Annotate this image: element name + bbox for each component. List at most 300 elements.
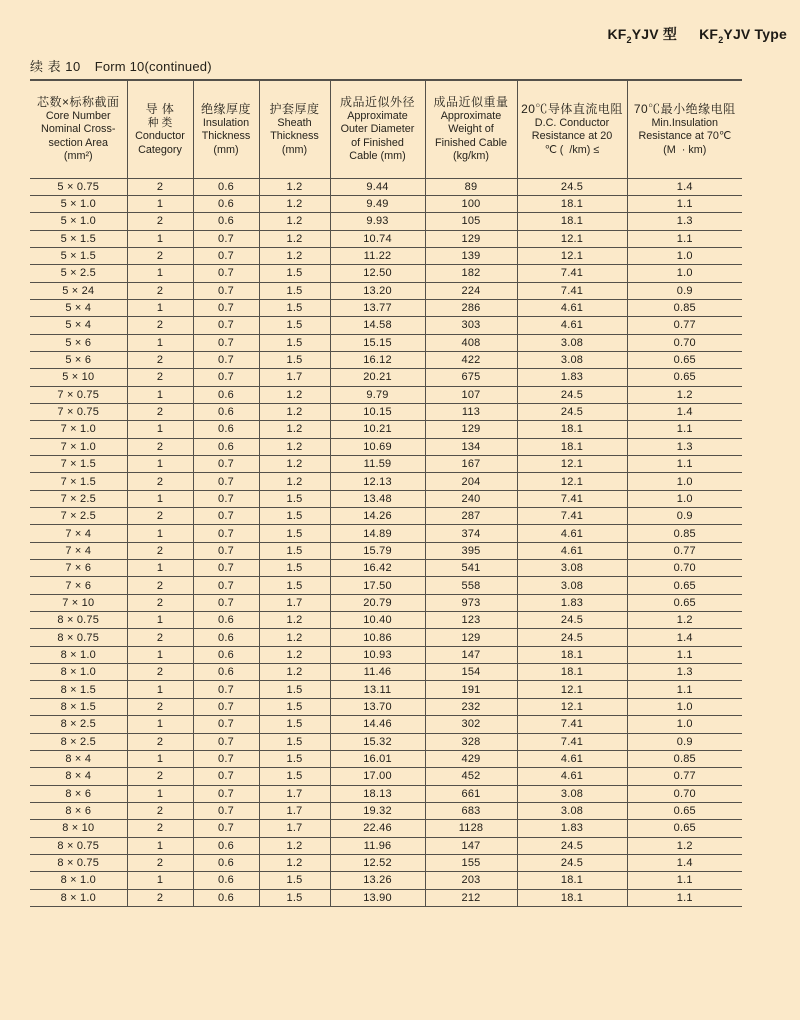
cell-dc_resistance: 3.08 xyxy=(517,334,627,351)
header-line: Thickness xyxy=(201,130,251,142)
table-row xyxy=(30,195,742,212)
cable-spec-table xyxy=(30,79,742,907)
cell-dc_resistance: 24.5 xyxy=(517,612,627,629)
cell-min_insulation_resistance: 0.65 xyxy=(627,577,742,594)
cell-conductor_category: 1 xyxy=(127,837,193,854)
cell-spec: 8 × 10 xyxy=(30,820,127,837)
cell-weight: 675 xyxy=(425,369,517,386)
cell-spec: 7 × 6 xyxy=(30,577,127,594)
header-line: Nominal Cross- xyxy=(41,123,116,136)
cell-insulation_thickness: 0.7 xyxy=(193,820,259,837)
header-line: 导 体 xyxy=(145,101,175,116)
cell-weight: 129 xyxy=(425,629,517,646)
cell-min_insulation_resistance: 0.65 xyxy=(627,802,742,819)
cell-sheath_thickness: 1.2 xyxy=(259,456,330,473)
table-row xyxy=(30,421,742,438)
cell-sheath_thickness: 1.5 xyxy=(259,351,330,368)
cell-weight: 147 xyxy=(425,646,517,663)
table-row xyxy=(30,351,742,368)
header-cell-sheath_thickness xyxy=(259,80,330,178)
model-name-en: $KF_2YJV$ Type xyxy=(699,26,787,45)
cell-min_insulation_resistance: 1.0 xyxy=(627,265,742,282)
cell-sheath_thickness: 1.5 xyxy=(259,681,330,698)
cell-min_insulation_resistance: 1.3 xyxy=(627,438,742,455)
header-cell-outer_diameter xyxy=(330,80,425,178)
cell-outer_diameter: 12.52 xyxy=(330,854,425,871)
cell-spec: 8 × 1.0 xyxy=(30,889,127,906)
cell-sheath_thickness: 1.2 xyxy=(259,230,330,247)
cell-insulation_thickness: 0.7 xyxy=(193,802,259,819)
header-line: 70℃最小绝缘电阻 xyxy=(633,101,736,116)
cell-sheath_thickness: 1.2 xyxy=(259,247,330,264)
cell-spec: 8 × 1.5 xyxy=(30,681,127,698)
cell-insulation_thickness: 0.7 xyxy=(193,785,259,802)
cell-dc_resistance: 18.1 xyxy=(517,664,627,681)
cell-spec: 7 × 1.0 xyxy=(30,421,127,438)
cell-dc_resistance: 24.5 xyxy=(517,386,627,403)
cell-min_insulation_resistance: 1.1 xyxy=(627,195,742,212)
cell-insulation_thickness: 0.7 xyxy=(193,525,259,542)
cell-weight: 113 xyxy=(425,403,517,420)
cell-outer_diameter: 13.48 xyxy=(330,490,425,507)
cell-spec: 5 × 6 xyxy=(30,351,127,368)
header-line: 种 类 xyxy=(147,116,173,129)
cell-min_insulation_resistance: 1.1 xyxy=(627,889,742,906)
cell-conductor_category: 2 xyxy=(127,247,193,264)
cell-insulation_thickness: 0.7 xyxy=(193,456,259,473)
cell-dc_resistance: 3.08 xyxy=(517,351,627,368)
cell-insulation_thickness: 0.6 xyxy=(193,195,259,212)
cell-weight: 973 xyxy=(425,594,517,611)
cell-weight: 408 xyxy=(425,334,517,351)
cell-min_insulation_resistance: 1.2 xyxy=(627,612,742,629)
table-body xyxy=(30,178,742,906)
cell-insulation_thickness: 0.7 xyxy=(193,369,259,386)
cell-outer_diameter: 10.40 xyxy=(330,612,425,629)
cell-conductor_category: 2 xyxy=(127,664,193,681)
cell-insulation_thickness: 0.6 xyxy=(193,872,259,889)
cell-min_insulation_resistance: 0.9 xyxy=(627,733,742,750)
cell-dc_resistance: 18.1 xyxy=(517,213,627,230)
cell-weight: 422 xyxy=(425,351,517,368)
cell-sheath_thickness: 1.2 xyxy=(259,629,330,646)
table-row xyxy=(30,265,742,282)
cell-spec: 8 × 1.0 xyxy=(30,872,127,889)
cell-min_insulation_resistance: 0.77 xyxy=(627,768,742,785)
cell-sheath_thickness: 1.5 xyxy=(259,698,330,715)
cell-insulation_thickness: 0.6 xyxy=(193,178,259,195)
table-row xyxy=(30,577,742,594)
cell-min_insulation_resistance: 1.2 xyxy=(627,837,742,854)
header-line: (mm²) xyxy=(63,150,93,163)
cell-spec: 8 × 2.5 xyxy=(30,733,127,750)
cell-insulation_thickness: 0.6 xyxy=(193,889,259,906)
cell-dc_resistance: 12.1 xyxy=(517,247,627,264)
header-cell-dc_resistance xyxy=(517,80,627,178)
cell-weight: 302 xyxy=(425,716,517,733)
cell-spec: 8 × 0.75 xyxy=(30,612,127,629)
cell-sheath_thickness: 1.5 xyxy=(259,872,330,889)
cell-spec: 5 × 1.5 xyxy=(30,247,127,264)
cell-weight: 139 xyxy=(425,247,517,264)
table-row xyxy=(30,213,742,230)
cell-conductor_category: 2 xyxy=(127,438,193,455)
header-line: (mm) xyxy=(281,143,308,156)
cell-conductor_category: 2 xyxy=(127,768,193,785)
cell-dc_resistance: 24.5 xyxy=(517,629,627,646)
cell-sheath_thickness: 1.7 xyxy=(259,369,330,386)
cell-sheath_thickness: 1.2 xyxy=(259,664,330,681)
cell-dc_resistance: 7.41 xyxy=(517,265,627,282)
cell-weight: 182 xyxy=(425,265,517,282)
table-row xyxy=(30,490,742,507)
cell-spec: 7 × 2.5 xyxy=(30,508,127,525)
header-line: Finished Cable xyxy=(434,136,508,149)
cell-conductor_category: 2 xyxy=(127,733,193,750)
cell-spec: 7 × 2.5 xyxy=(30,490,127,507)
table-row xyxy=(30,438,742,455)
cell-min_insulation_resistance: 1.3 xyxy=(627,213,742,230)
cell-conductor_category: 1 xyxy=(127,560,193,577)
table-row xyxy=(30,629,742,646)
cell-insulation_thickness: 0.7 xyxy=(193,681,259,698)
header-line: section Area xyxy=(48,136,108,149)
cell-weight: 395 xyxy=(425,542,517,559)
cell-min_insulation_resistance: 0.65 xyxy=(627,594,742,611)
header-line: (mm) xyxy=(213,143,239,156)
cell-sheath_thickness: 1.2 xyxy=(259,646,330,663)
cell-sheath_thickness: 1.2 xyxy=(259,473,330,490)
header-row xyxy=(30,80,742,178)
cell-spec: 8 × 6 xyxy=(30,802,127,819)
cell-outer_diameter: 14.89 xyxy=(330,525,425,542)
table-row xyxy=(30,334,742,351)
cell-spec: 5 × 1.5 xyxy=(30,230,127,247)
cell-min_insulation_resistance: 0.77 xyxy=(627,317,742,334)
cell-conductor_category: 1 xyxy=(127,421,193,438)
cell-sheath_thickness: 1.5 xyxy=(259,750,330,767)
cell-min_insulation_resistance: 0.9 xyxy=(627,282,742,299)
table-row xyxy=(30,473,742,490)
cell-sheath_thickness: 1.2 xyxy=(259,403,330,420)
cell-conductor_category: 1 xyxy=(127,299,193,316)
cell-insulation_thickness: 0.6 xyxy=(193,854,259,871)
cell-min_insulation_resistance: 1.0 xyxy=(627,473,742,490)
cell-outer_diameter: 10.69 xyxy=(330,438,425,455)
cell-spec: 5 × 0.75 xyxy=(30,178,127,195)
cell-spec: 5 × 6 xyxy=(30,334,127,351)
table-caption-zh: 续 表 10 xyxy=(30,59,81,74)
cell-outer_diameter: 10.74 xyxy=(330,230,425,247)
cell-insulation_thickness: 0.7 xyxy=(193,473,259,490)
table-row xyxy=(30,369,742,386)
cell-min_insulation_resistance: 0.70 xyxy=(627,785,742,802)
cell-outer_diameter: 13.20 xyxy=(330,282,425,299)
cell-weight: 212 xyxy=(425,889,517,906)
cell-insulation_thickness: 0.7 xyxy=(193,750,259,767)
cell-sheath_thickness: 1.2 xyxy=(259,386,330,403)
cell-dc_resistance: 4.61 xyxy=(517,768,627,785)
cell-min_insulation_resistance: 1.1 xyxy=(627,872,742,889)
cell-outer_diameter: 13.70 xyxy=(330,698,425,715)
cell-outer_diameter: 12.13 xyxy=(330,473,425,490)
cell-weight: 429 xyxy=(425,750,517,767)
cell-weight: 107 xyxy=(425,386,517,403)
cell-dc_resistance: 18.1 xyxy=(517,438,627,455)
cell-outer_diameter: 15.79 xyxy=(330,542,425,559)
cell-conductor_category: 1 xyxy=(127,785,193,802)
cell-insulation_thickness: 0.7 xyxy=(193,594,259,611)
table-row xyxy=(30,872,742,889)
cell-weight: 167 xyxy=(425,456,517,473)
header-line: ℃ ( /km) ≤ xyxy=(544,143,600,156)
cell-conductor_category: 2 xyxy=(127,473,193,490)
cell-outer_diameter: 10.93 xyxy=(330,646,425,663)
header-cell-spec xyxy=(30,80,127,178)
cell-conductor_category: 2 xyxy=(127,577,193,594)
cell-insulation_thickness: 0.7 xyxy=(193,265,259,282)
cell-spec: 7 × 1.5 xyxy=(30,456,127,473)
cell-insulation_thickness: 0.7 xyxy=(193,247,259,264)
header-line: 芯数×标称截面 xyxy=(36,94,120,109)
header-line: 20℃导体直流电阻 xyxy=(521,101,623,116)
cell-outer_diameter: 12.50 xyxy=(330,265,425,282)
table-row xyxy=(30,525,742,542)
cell-weight: 232 xyxy=(425,698,517,715)
cell-weight: 374 xyxy=(425,525,517,542)
cell-sheath_thickness: 1.5 xyxy=(259,560,330,577)
header-line: Thickness xyxy=(270,130,319,142)
cell-dc_resistance: 12.1 xyxy=(517,698,627,715)
cell-spec: 5 × 2.5 xyxy=(30,265,127,282)
cell-sheath_thickness: 1.5 xyxy=(259,282,330,299)
cell-dc_resistance: 7.41 xyxy=(517,282,627,299)
cell-weight: 203 xyxy=(425,872,517,889)
cell-insulation_thickness: 0.7 xyxy=(193,317,259,334)
table-row xyxy=(30,889,742,906)
cell-insulation_thickness: 0.7 xyxy=(193,733,259,750)
cell-sheath_thickness: 1.5 xyxy=(259,733,330,750)
cell-outer_diameter: 16.42 xyxy=(330,560,425,577)
cell-sheath_thickness: 1.5 xyxy=(259,525,330,542)
cell-spec: 5 × 4 xyxy=(30,317,127,334)
cell-outer_diameter: 9.44 xyxy=(330,178,425,195)
header-line: Core Number xyxy=(45,109,111,122)
header-line: Approximate xyxy=(347,109,408,122)
cell-insulation_thickness: 0.6 xyxy=(193,664,259,681)
cell-conductor_category: 1 xyxy=(127,334,193,351)
table-row xyxy=(30,785,742,802)
cell-conductor_category: 1 xyxy=(127,646,193,663)
header-cell-conductor_category xyxy=(127,80,193,178)
table-row xyxy=(30,282,742,299)
cell-min_insulation_resistance: 1.4 xyxy=(627,854,742,871)
cell-conductor_category: 1 xyxy=(127,386,193,403)
cell-sheath_thickness: 1.2 xyxy=(259,854,330,871)
cell-conductor_category: 1 xyxy=(127,490,193,507)
cell-min_insulation_resistance: 1.1 xyxy=(627,681,742,698)
cell-min_insulation_resistance: 1.0 xyxy=(627,247,742,264)
cell-spec: 5 × 1.0 xyxy=(30,213,127,230)
cell-conductor_category: 2 xyxy=(127,213,193,230)
cell-conductor_category: 1 xyxy=(127,525,193,542)
cell-outer_diameter: 16.12 xyxy=(330,351,425,368)
cell-insulation_thickness: 0.7 xyxy=(193,299,259,316)
cell-conductor_category: 1 xyxy=(127,265,193,282)
cell-weight: 541 xyxy=(425,560,517,577)
cell-dc_resistance: 24.5 xyxy=(517,178,627,195)
table-row xyxy=(30,386,742,403)
cell-conductor_category: 2 xyxy=(127,802,193,819)
cell-weight: 286 xyxy=(425,299,517,316)
cell-conductor_category: 1 xyxy=(127,456,193,473)
header-line: D.C. Conductor xyxy=(534,116,610,129)
cell-dc_resistance: 3.08 xyxy=(517,785,627,802)
cell-weight: 100 xyxy=(425,195,517,212)
cell-spec: 8 × 1.0 xyxy=(30,646,127,663)
table-row xyxy=(30,178,742,195)
cell-weight: 134 xyxy=(425,438,517,455)
cell-insulation_thickness: 0.6 xyxy=(193,438,259,455)
cell-weight: 287 xyxy=(425,508,517,525)
cell-weight: 328 xyxy=(425,733,517,750)
cell-outer_diameter: 9.79 xyxy=(330,386,425,403)
table-row xyxy=(30,594,742,611)
cell-conductor_category: 2 xyxy=(127,629,193,646)
table-row xyxy=(30,854,742,871)
table-row xyxy=(30,716,742,733)
cell-conductor_category: 2 xyxy=(127,351,193,368)
cell-dc_resistance: 7.41 xyxy=(517,490,627,507)
cell-min_insulation_resistance: 0.85 xyxy=(627,299,742,316)
cell-weight: 154 xyxy=(425,664,517,681)
cell-outer_diameter: 11.59 xyxy=(330,456,425,473)
cell-weight: 155 xyxy=(425,854,517,871)
cell-sheath_thickness: 1.5 xyxy=(259,542,330,559)
cell-spec: 8 × 4 xyxy=(30,768,127,785)
cell-outer_diameter: 13.77 xyxy=(330,299,425,316)
cell-conductor_category: 2 xyxy=(127,317,193,334)
cell-min_insulation_resistance: 1.1 xyxy=(627,456,742,473)
cell-dc_resistance: 1.83 xyxy=(517,594,627,611)
header-line: Sheath xyxy=(277,116,312,129)
cell-conductor_category: 1 xyxy=(127,872,193,889)
header-line: Approximate xyxy=(440,109,502,122)
cell-min_insulation_resistance: 0.9 xyxy=(627,508,742,525)
cell-insulation_thickness: 0.7 xyxy=(193,490,259,507)
header-cell-insulation_thickness xyxy=(193,80,259,178)
cell-outer_diameter: 22.46 xyxy=(330,820,425,837)
cell-conductor_category: 1 xyxy=(127,750,193,767)
cell-dc_resistance: 3.08 xyxy=(517,577,627,594)
cell-spec: 7 × 1.5 xyxy=(30,473,127,490)
cell-weight: 224 xyxy=(425,282,517,299)
cell-spec: 8 × 4 xyxy=(30,750,127,767)
header-line: (kg/km) xyxy=(453,150,489,163)
cell-insulation_thickness: 0.7 xyxy=(193,542,259,559)
cell-spec: 7 × 0.75 xyxy=(30,403,127,420)
header-line: Outer Diameter xyxy=(340,123,415,136)
cell-min_insulation_resistance: 0.77 xyxy=(627,542,742,559)
cell-weight: 129 xyxy=(425,230,517,247)
cell-min_insulation_resistance: 1.0 xyxy=(627,698,742,715)
cell-sheath_thickness: 1.7 xyxy=(259,785,330,802)
cell-insulation_thickness: 0.7 xyxy=(193,577,259,594)
header-line: 成品近似重量 xyxy=(433,94,509,109)
cell-outer_diameter: 20.21 xyxy=(330,369,425,386)
cell-outer_diameter: 11.22 xyxy=(330,247,425,264)
cell-insulation_thickness: 0.6 xyxy=(193,386,259,403)
header-line: 护套厚度 xyxy=(269,101,320,116)
cell-insulation_thickness: 0.6 xyxy=(193,612,259,629)
table-row xyxy=(30,542,742,559)
table-row xyxy=(30,456,742,473)
cell-dc_resistance: 24.5 xyxy=(517,854,627,871)
header-cell-min_insulation_resistance xyxy=(627,80,742,178)
cell-sheath_thickness: 1.7 xyxy=(259,594,330,611)
cell-dc_resistance: 12.1 xyxy=(517,681,627,698)
header-line: (M · km) xyxy=(663,143,707,156)
header-line: Resistance at 20 xyxy=(531,130,613,142)
cell-outer_diameter: 9.49 xyxy=(330,195,425,212)
cell-dc_resistance: 24.5 xyxy=(517,837,627,854)
cell-min_insulation_resistance: 0.65 xyxy=(627,820,742,837)
cell-insulation_thickness: 0.6 xyxy=(193,213,259,230)
header-line: Weight of xyxy=(448,123,494,136)
cell-min_insulation_resistance: 1.4 xyxy=(627,178,742,195)
header-line: Insulation xyxy=(202,116,250,129)
cell-outer_diameter: 13.90 xyxy=(330,889,425,906)
cell-sheath_thickness: 1.2 xyxy=(259,213,330,230)
cell-dc_resistance: 18.1 xyxy=(517,646,627,663)
cell-min_insulation_resistance: 1.3 xyxy=(627,664,742,681)
cell-dc_resistance: 4.61 xyxy=(517,750,627,767)
cell-min_insulation_resistance: 1.2 xyxy=(627,386,742,403)
cell-weight: 683 xyxy=(425,802,517,819)
cell-min_insulation_resistance: 0.65 xyxy=(627,351,742,368)
cell-sheath_thickness: 1.2 xyxy=(259,438,330,455)
cell-insulation_thickness: 0.6 xyxy=(193,403,259,420)
cell-conductor_category: 2 xyxy=(127,854,193,871)
cell-weight: 129 xyxy=(425,421,517,438)
cell-spec: 8 × 2.5 xyxy=(30,716,127,733)
header-line: of Finished xyxy=(351,136,404,149)
cell-insulation_thickness: 0.7 xyxy=(193,508,259,525)
table-row xyxy=(30,247,742,264)
table-row xyxy=(30,681,742,698)
cell-spec: 7 × 1.0 xyxy=(30,438,127,455)
cell-min_insulation_resistance: 1.4 xyxy=(627,403,742,420)
cell-spec: 5 × 1.0 xyxy=(30,195,127,212)
cell-spec: 7 × 6 xyxy=(30,560,127,577)
cell-outer_diameter: 14.26 xyxy=(330,508,425,525)
model-name-zh: $KF_2YJV$ 型 xyxy=(607,26,678,45)
cell-sheath_thickness: 1.2 xyxy=(259,837,330,854)
cell-min_insulation_resistance: 0.65 xyxy=(627,369,742,386)
cell-insulation_thickness: 0.6 xyxy=(193,629,259,646)
header-line: 绝缘厚度 xyxy=(200,101,251,116)
table-row xyxy=(30,664,742,681)
cell-spec: 5 × 4 xyxy=(30,299,127,316)
table-row xyxy=(30,299,742,316)
cell-outer_diameter: 17.50 xyxy=(330,577,425,594)
cell-dc_resistance: 7.41 xyxy=(517,733,627,750)
cell-spec: 8 × 0.75 xyxy=(30,854,127,871)
cell-weight: 661 xyxy=(425,785,517,802)
table-row xyxy=(30,612,742,629)
table-row xyxy=(30,768,742,785)
table-row xyxy=(30,837,742,854)
